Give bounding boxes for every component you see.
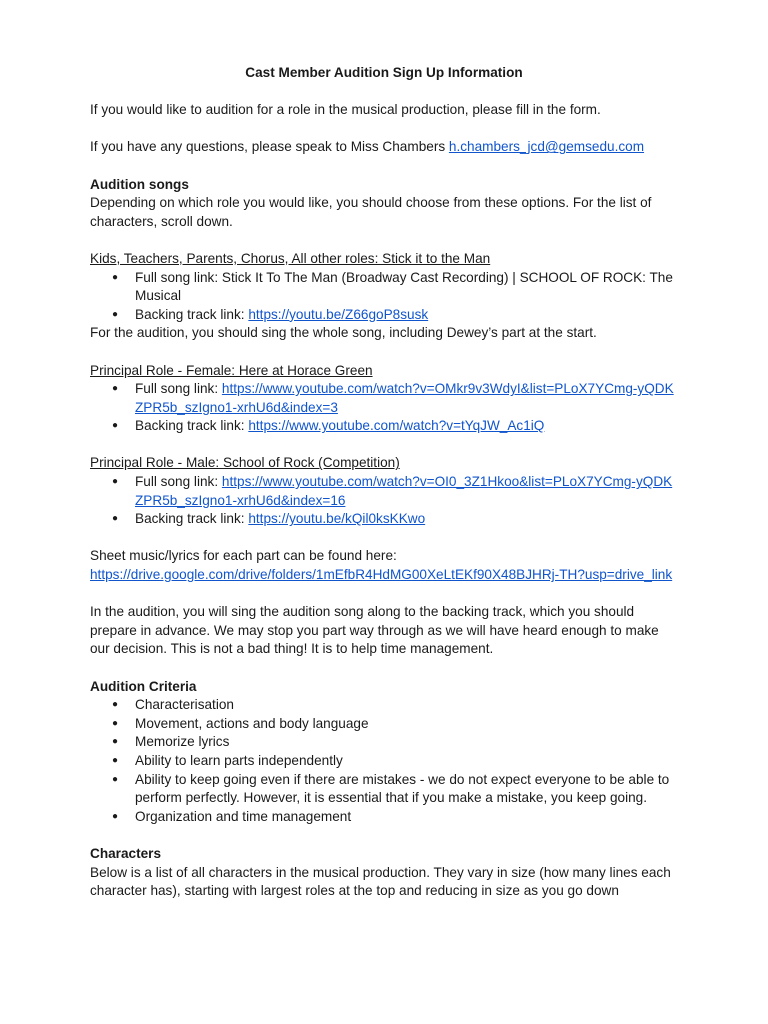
list-item (90, 306, 678, 325)
list-item (90, 473, 678, 510)
full-song-link[interactable]: https://www.youtube.com/watch?v=OMkr9v3WdyI&list=PLoX7YCmg-yQDKZPR5b_szIgno1-xrhU6d&index=3 (135, 381, 674, 415)
questions-text: If you have any questions, please speak to Miss Chambers (90, 139, 449, 155)
list-item (90, 269, 678, 306)
audition-songs-heading: Audition songs (90, 176, 189, 192)
section-links-stick-it (90, 269, 678, 325)
audition-criteria-list (90, 696, 678, 826)
backing-track-link[interactable]: https://youtu.be/kQil0ksKKwo (248, 511, 426, 527)
list-item (90, 510, 678, 529)
contact-email-link[interactable]: h.chambers_jcd@gemsedu.com (448, 139, 645, 155)
questions-paragraph (90, 138, 678, 157)
backing-track-label: Backing track link: (135, 418, 249, 434)
sheet-music-paragraph (90, 566, 678, 585)
audition-paragraph: In the audition, you will sing the audition song along to the backing track, which you should prepare in advance. We may stop you part way through as we will have heard enough to make our decision. This is not a bad thing! It is to help time management. (90, 604, 659, 657)
list-item: ● Memorize lyrics (90, 733, 678, 752)
list-item (90, 417, 678, 436)
list-item: ● Organization and time management (90, 808, 678, 827)
audition-criteria-heading: Audition Criteria (90, 678, 197, 694)
backing-track-label: Backing track link: (135, 511, 249, 527)
full-song-text: Stick It To The Man (Broadway Cast Recording) | SCHOOL OF ROCK: The Musical (135, 269, 673, 304)
audition-songs-description: Depending on which role you would like, you should choose from these options. For the list of characters, scroll down. (90, 195, 652, 229)
backing-track-link[interactable]: https://youtu.be/Z66goP8susk (248, 306, 429, 322)
full-song-label: Full song link: (135, 269, 222, 285)
section-links-horace-green (90, 380, 678, 436)
list-item (90, 380, 678, 417)
document-title: Cast Member Audition Sign Up Information (245, 65, 523, 80)
list-item: ● Ability to learn parts independently (90, 752, 678, 771)
list-item: ● Movement, actions and body language (90, 715, 678, 734)
section-links-school-of-rock (90, 473, 678, 529)
sheet-music-link[interactable]: https://drive.google.com/drive/folders/1mEfbR4HdMG00XeLtEKf90X48BJHRj-TH?usp=drive_link (90, 567, 673, 583)
section-title-stick-it: Kids, Teachers, Parents, Chorus, All other roles: Stick it to the Man (90, 250, 491, 266)
list-item: ● Characterisation (90, 696, 678, 715)
section-title-horace-green: Principal Role - Female: Here at Horace Green (90, 362, 373, 378)
full-song-label: Full song link: (135, 474, 222, 490)
characters-heading: Characters (90, 845, 162, 861)
backing-track-link[interactable]: https://www.youtube.com/watch?v=tYqJW_Ac1iQ (248, 418, 545, 434)
section-title-school-of-rock: Principal Role - Male: School of Rock (Competition) (90, 455, 400, 471)
full-song-link[interactable]: https://www.youtube.com/watch?v=OI0_3Z1Hkoo&list=PLoX7YCmg-yQDKZPR5b_szIgno1-xrhU6d&index=16 (135, 474, 673, 508)
section-note: For the audition, you should sing the whole song, including Dewey’s part at the start. (90, 325, 597, 341)
backing-track-label: Backing track link: (135, 306, 249, 322)
characters-description: Below is a list of all characters in the musical production. They vary in size (how many lines each character has), starting with largest roles at the top and reducing in size as you go down (90, 864, 671, 899)
list-item: ● Ability to keep going even if there are mistakes - we do not expect everyone to be able to perform perfectly. However, it is essential that if you make a mistake, you keep going. (90, 771, 678, 808)
intro-paragraph: If you would like to audition for a role in the musical production, please fill in the form. (90, 102, 601, 118)
full-song-label: Full song link: (135, 381, 222, 397)
sheet-music-text: Sheet music/lyrics for each part can be found here: (90, 548, 397, 564)
